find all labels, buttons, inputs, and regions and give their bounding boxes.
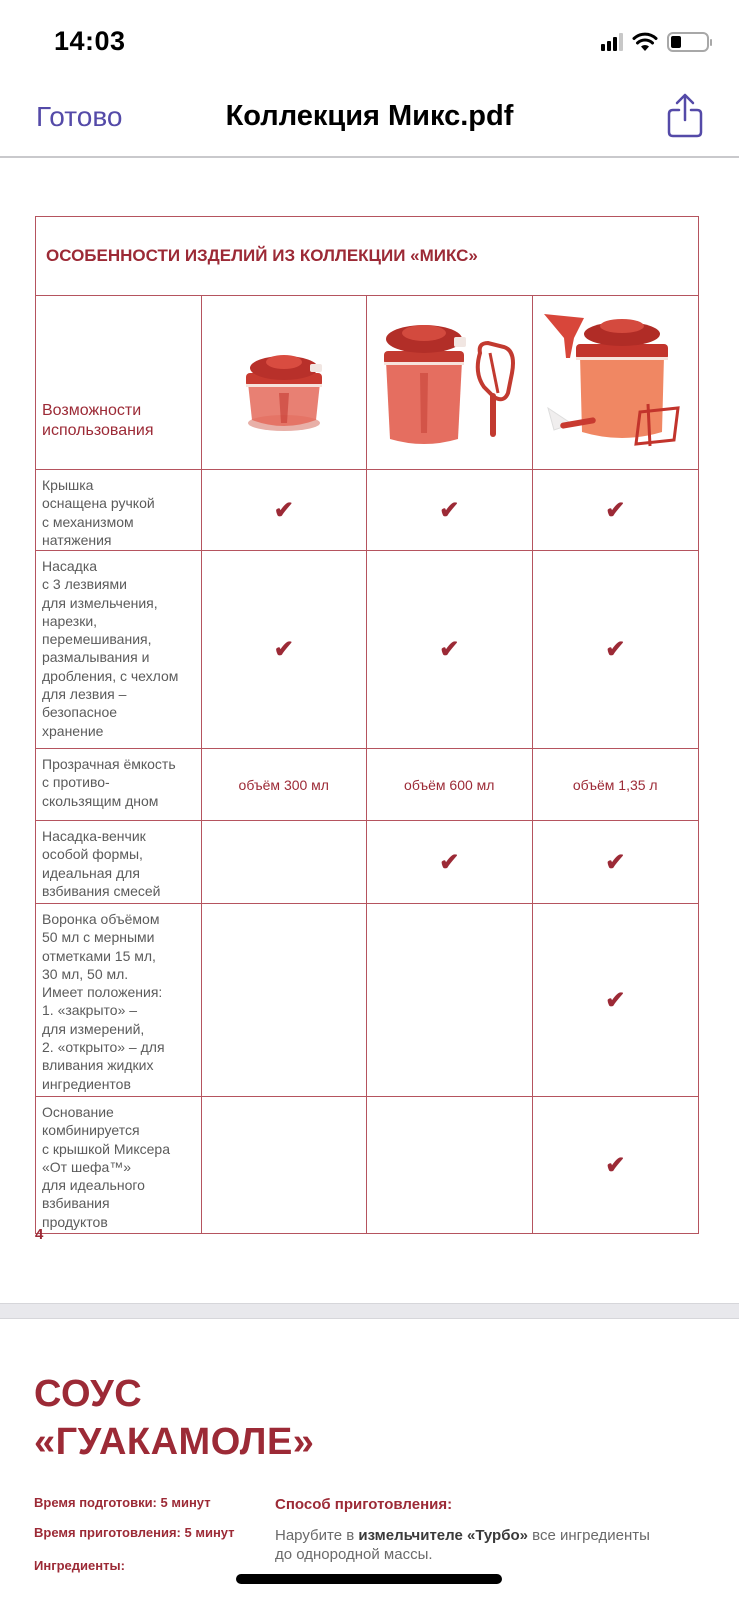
volume-value: объём 600 мл bbox=[404, 776, 495, 793]
cook-time: Время приготовления: 5 минут bbox=[34, 1525, 235, 1540]
table-cell bbox=[533, 904, 698, 1096]
mixer-with-funnel-image bbox=[533, 296, 698, 469]
checkmark-icon: ✔ bbox=[273, 636, 294, 663]
row-label bbox=[36, 470, 202, 550]
table-cell bbox=[367, 1097, 532, 1233]
method-text bbox=[275, 1526, 715, 1564]
checkmark-icon: ✔ bbox=[273, 496, 294, 524]
chopper-with-whisk-image bbox=[367, 296, 532, 469]
method-prefix: Нарубите в bbox=[275, 1527, 359, 1544]
row-label bbox=[36, 551, 202, 748]
pdf-page-5 bbox=[0, 1320, 739, 1600]
table-cell bbox=[202, 551, 367, 748]
volume-value: объём 300 мл bbox=[238, 776, 329, 793]
table-cell bbox=[533, 1097, 698, 1233]
ingredients-label: Ингредиенты: bbox=[34, 1558, 125, 1573]
product-images-row bbox=[36, 296, 698, 470]
small-chopper-image bbox=[202, 296, 367, 469]
checkmark-icon: ✔ bbox=[605, 986, 626, 1014]
table-row bbox=[36, 749, 698, 821]
done-button[interactable]: Готово bbox=[36, 101, 123, 132]
table-cell bbox=[202, 470, 367, 550]
navigation-bar bbox=[0, 80, 739, 158]
features-table bbox=[35, 216, 699, 1234]
row-label bbox=[36, 821, 202, 903]
row-label-text: Воронка объёмом 50 мл с мерными отметками 15 мл, 30 мл, 50 мл. Имеет положения: 1. «закрыто» – для измерений, 2. «открыто» – для вливания жидких ингредиентов bbox=[42, 911, 165, 1092]
table-title-row bbox=[36, 217, 698, 296]
table-cell bbox=[367, 749, 532, 820]
volume-value: объём 1,35 л bbox=[572, 776, 658, 793]
pdf-page-4 bbox=[0, 160, 739, 1303]
status-bar bbox=[0, 0, 739, 80]
table-row bbox=[36, 821, 698, 904]
table-row bbox=[36, 904, 698, 1097]
recipe-title: СОУС «ГУАКАМОЛЕ» bbox=[34, 1373, 315, 1463]
checkmark-icon: ✔ bbox=[605, 636, 626, 663]
page-number: 4 bbox=[35, 1226, 44, 1243]
status-icons bbox=[601, 32, 709, 52]
method-heading: Способ приготовления: bbox=[275, 1496, 453, 1513]
table-row bbox=[36, 470, 698, 551]
table-cell bbox=[202, 749, 367, 820]
checkmark-icon: ✔ bbox=[439, 848, 460, 876]
share-icon bbox=[665, 92, 705, 140]
row-label-text: Насадка с 3 лезвиями для измельчения, нарезки, перемешивания, размалывания и дробления, с чехлом для лезвия – безопасное хранение bbox=[42, 558, 179, 739]
row-label-text: Прозрачная ёмкость с противо- скользящим дном bbox=[42, 756, 176, 809]
method-line-2: до однородной массы. bbox=[275, 1546, 433, 1563]
table-cell bbox=[367, 551, 532, 748]
checkmark-icon: ✔ bbox=[605, 848, 626, 876]
table-cell bbox=[533, 749, 698, 820]
checkmark-icon: ✔ bbox=[439, 636, 460, 663]
row-label bbox=[36, 296, 202, 469]
table-cell bbox=[202, 1097, 367, 1233]
table-title: ОСОБЕННОСТИ ИЗДЕЛИЙ ИЗ КОЛЛЕКЦИИ «МИКС» bbox=[46, 246, 478, 265]
cellular-signal-icon bbox=[601, 33, 623, 51]
method-bold: измельчителе «Турбо» bbox=[358, 1527, 528, 1544]
document-title: Коллекция Микс.pdf bbox=[225, 100, 514, 132]
table-cell bbox=[367, 470, 532, 550]
row-label-text: Основание комбинируется с крышкой Миксера «От шефа™» для идеального взбивания продуктов bbox=[42, 1104, 170, 1230]
usage-label: Возможности использования bbox=[42, 402, 154, 439]
row-label bbox=[36, 1097, 202, 1233]
table-cell bbox=[202, 821, 367, 903]
method-suffix: все ингредиенты bbox=[528, 1527, 650, 1544]
row-label bbox=[36, 749, 202, 820]
checkmark-icon: ✔ bbox=[439, 496, 460, 524]
checkmark-icon: ✔ bbox=[605, 496, 626, 524]
page-separator bbox=[0, 1303, 739, 1319]
table-row bbox=[36, 551, 698, 749]
share-button[interactable] bbox=[665, 92, 705, 140]
row-label-text: Крышка оснащена ручкой с механизмом натяжения bbox=[42, 477, 155, 548]
row-label-text: Насадка-венчик особой формы, идеальная для взбивания смесей bbox=[42, 828, 161, 899]
table-cell bbox=[367, 821, 532, 903]
table-cell bbox=[367, 904, 532, 1096]
battery-icon bbox=[667, 32, 709, 52]
status-time: 14:03 bbox=[54, 26, 126, 56]
wifi-icon bbox=[632, 32, 658, 52]
home-indicator[interactable] bbox=[236, 1574, 502, 1584]
table-cell bbox=[533, 551, 698, 748]
table-cell bbox=[533, 821, 698, 903]
table-cell bbox=[533, 470, 698, 550]
table-row bbox=[36, 1097, 698, 1233]
table-cell bbox=[202, 904, 367, 1096]
prep-time: Время подготовки: 5 минут bbox=[34, 1495, 211, 1510]
row-label bbox=[36, 904, 202, 1096]
checkmark-icon: ✔ bbox=[605, 1151, 626, 1179]
